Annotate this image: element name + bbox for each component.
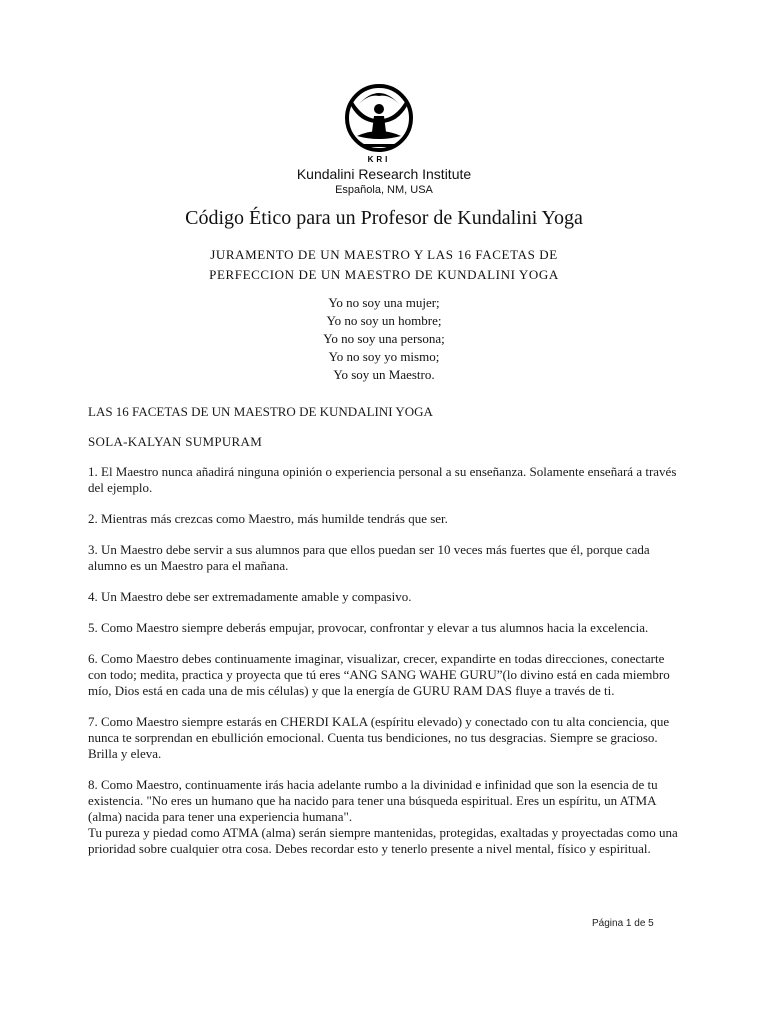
document-body — [88, 404, 680, 872]
facet-item: 3. Un Maestro debe servir a sus alumnos para que ellos puedan ser 10 veces más fuertes que él, porque cada alumno es un Maestro para el mañana. — [88, 542, 650, 573]
page-number: Página 1 de 5 — [592, 918, 654, 929]
facet-item: 2. Mientras más crezcas como Maestro, más humilde tendrás que ser. — [88, 511, 448, 526]
facet-item: 5. Como Maestro siempre deberás empujar, provocar, confrontar y elevar a tus alumnos hacia la excelencia. — [88, 620, 649, 635]
facet-item: 4. Un Maestro debe ser extremadamente amable y compasivo. — [88, 589, 412, 604]
institute-name: Kundalini Research Institute — [296, 166, 472, 182]
facet-item: 6. Como Maestro debes continuamente imaginar, visualizar, crecer, expandirte en todas direcciones, conectarte con todo; medita, practica y proyecta que tú eres “ANG SANG WAHE GURU”(lo divino está en cada miembro mío, Dios está en cada una de mis células) y que la energía de GURU RAM DAS fluye a través de ti. — [88, 651, 670, 698]
mantra-block — [0, 294, 768, 384]
oath-heading-line: JURAMENTO DE UN MAESTRO Y LAS 16 FACETAS DE — [210, 247, 558, 262]
mantra-line: Yo no soy un hombre; — [326, 313, 442, 328]
oath-heading — [0, 245, 768, 285]
mantra-line: Yo no soy una persona; — [323, 331, 445, 346]
mantra-line: Yo no soy una mujer; — [328, 295, 440, 310]
facet-item-continuation: Tu pureza y piedad como ATMA (alma) serán siempre mantenidas, protegidas, exaltadas y proyectadas como una prioridad sobre cualquier otra cosa. Debes recordar esto y tenerlo presente a nivel mental, físico y espiritual. — [88, 825, 678, 856]
oath-heading-line: PERFECCION DE UN MAESTRO DE KUNDALINI YOGA — [209, 267, 559, 282]
facet-item: 8. Como Maestro, continuamente irás hacia adelante rumbo a la divinidad e infinidad que son la esencia de tu existencia. "No eres un humano que ha nacido para tener una búsqueda espiritual. Eres un espíritu, un ATMA (alma) nacida para tener una experiencia humana". — [88, 777, 658, 824]
mantra-line: Yo soy un Maestro. — [333, 367, 435, 382]
section-heading: LAS 16 FACETAS DE UN MAESTRO DE KUNDALINI YOGA — [88, 404, 433, 419]
institute-location: Española, NM, USA — [335, 184, 433, 196]
facet-item: 1. El Maestro nunca añadirá ninguna opinión o experiencia personal a su enseñanza. Solamente enseñará a través del ejemplo. — [88, 464, 677, 495]
facet-item: 7. Como Maestro siempre estarás en CHERDI KALA (espíritu elevado) y conectado con tu alta conciencia, que nunca te sorprendan en ebullición emocional. Cuenta tus bendiciones, no tus desgracias. Siempre se gracioso. Brilla y eleva. — [88, 714, 670, 761]
kri-logo-icon — [343, 82, 415, 166]
logo-text: KRI — [367, 155, 391, 164]
section-subheading: SOLA-KALYAN SUMPURAM — [88, 434, 263, 449]
mantra-line: Yo no soy yo mismo; — [328, 349, 440, 364]
document-title: Código Ético para un Profesor de Kundalini Yoga — [185, 207, 583, 229]
